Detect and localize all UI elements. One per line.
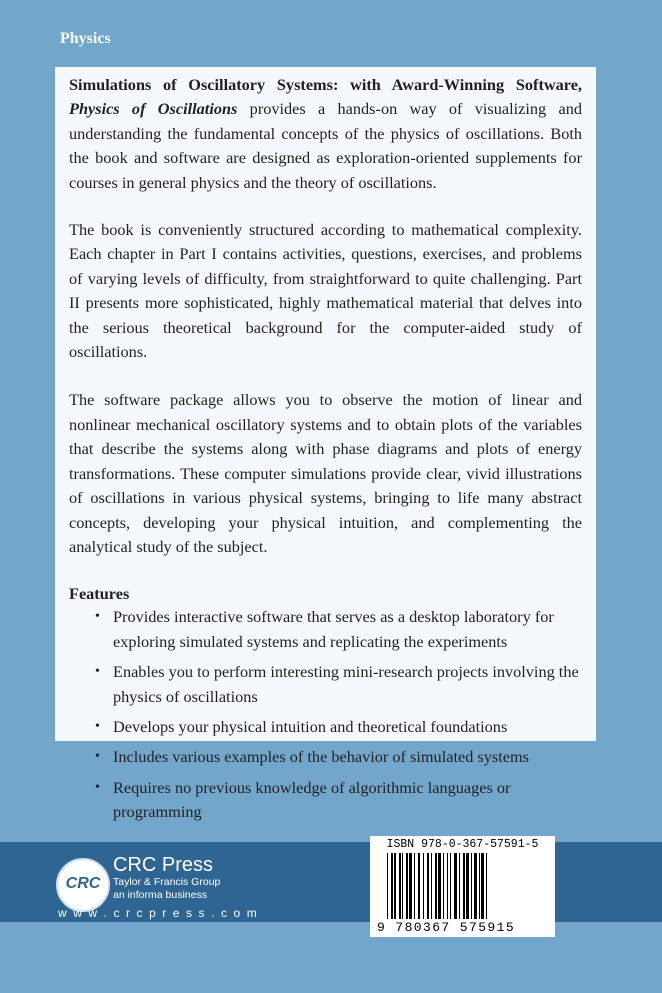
barcode-bar	[459, 853, 460, 919]
barcode-bar	[409, 853, 412, 919]
bullet-icon: •	[95, 749, 100, 765]
barcode-bar	[406, 853, 408, 919]
barcode-bar	[438, 853, 441, 919]
bullet-icon: •	[95, 779, 100, 795]
barcode-bar	[402, 853, 403, 919]
barcode-bar	[474, 853, 477, 919]
barcode-bar	[479, 853, 480, 919]
publisher-group: Taylor & Francis Group	[113, 876, 221, 888]
barcode	[370, 836, 555, 937]
barcode-bar	[481, 853, 484, 919]
barcode-bar	[463, 853, 465, 919]
paragraph-1-text: provides a hands-on way of visualizing and understanding the fundamental concepts of the physics of oscillations. Both the book and software are designed as exploration-oriented supplements for courses in general physics and the theory of oscillations.	[69, 99, 582, 192]
barcode-bars	[377, 853, 548, 921]
feature-item: • Develops your physical intuition and theoretical foundations	[93, 715, 582, 739]
book-title: Simulations of Oscillatory Systems: with Award-Winning Software,	[69, 75, 582, 94]
barcode-bar	[454, 853, 457, 919]
barcode-bar	[435, 853, 437, 919]
barcode-bar	[431, 853, 432, 919]
crc-logo-icon	[56, 858, 110, 912]
publisher-name: CRC Press	[113, 854, 214, 876]
barcode-bar	[387, 853, 388, 919]
barcode-bar	[418, 853, 420, 919]
book-subtitle: Physics of Oscillations	[69, 99, 238, 119]
barcode-bar	[450, 853, 451, 919]
barcode-bar	[394, 853, 396, 919]
bullet-icon: •	[95, 718, 100, 734]
barcode-bar	[471, 853, 472, 919]
feature-item: • Includes various examples of the behavior of simulated systems	[93, 745, 582, 769]
logo-text: CRC	[65, 875, 101, 892]
isbn-text: ISBN 978-0-367-57591-5	[386, 838, 539, 851]
barcode-bar	[427, 853, 429, 919]
barcode-bar	[466, 853, 469, 919]
barcode-bar	[391, 853, 393, 919]
publisher-url[interactable]: w w w . c r c p r e s s . c o m	[58, 906, 259, 920]
publisher-tagline: an informa business	[113, 889, 207, 901]
barcode-bar	[486, 853, 487, 919]
barcode-bar	[443, 853, 444, 919]
feature-item: • Provides interactive software that serves as a desktop laboratory for exploring simulated systems and replicating the experiments	[95, 607, 554, 651]
feature-item: • Requires no previous knowledge of algorithmic languages or programming	[95, 777, 511, 822]
feature-item: • Enables you to perform interesting mini-research projects involving the physics of oscillations	[95, 662, 579, 706]
barcode-bar	[414, 853, 415, 919]
description-paragraph-1	[69, 73, 582, 195]
features-heading: Features	[69, 584, 130, 604]
barcode-bar	[423, 853, 424, 919]
ean-text: 9 780367 575915	[377, 920, 516, 935]
bullet-icon: •	[95, 664, 100, 680]
barcode-bar	[399, 853, 401, 919]
description-panel	[55, 67, 596, 822]
publisher-brand	[113, 854, 220, 902]
barcode-bar	[447, 853, 448, 919]
category-label: Physics	[60, 30, 111, 47]
description-paragraph-3: The software package allows you to observe the motion of linear and nonlinear mechanical oscillatory systems and to obtain plots of the variables that describe the systems along with phase diagrams and plots of energy transformations. These computer simulations provide clear, vivid illustrations of oscillations in various physical systems, bringing to life many abstract concepts, developing your physical intuition, and complementing the analytical study of the subject.	[69, 390, 582, 556]
description-paragraph-2: The book is conveniently structured according to mathematical complexity. Each chapter in Part I contains activities, questions, exercises, and problems of varying levels of difficulty, from straightforward to quite challenging. Part II presents more sophisticated, highly mathematical material that delves into the serious theoretical background for the computer-aided study of oscillations.	[69, 220, 582, 362]
features-list	[69, 605, 582, 824]
bullet-icon: •	[95, 609, 100, 625]
